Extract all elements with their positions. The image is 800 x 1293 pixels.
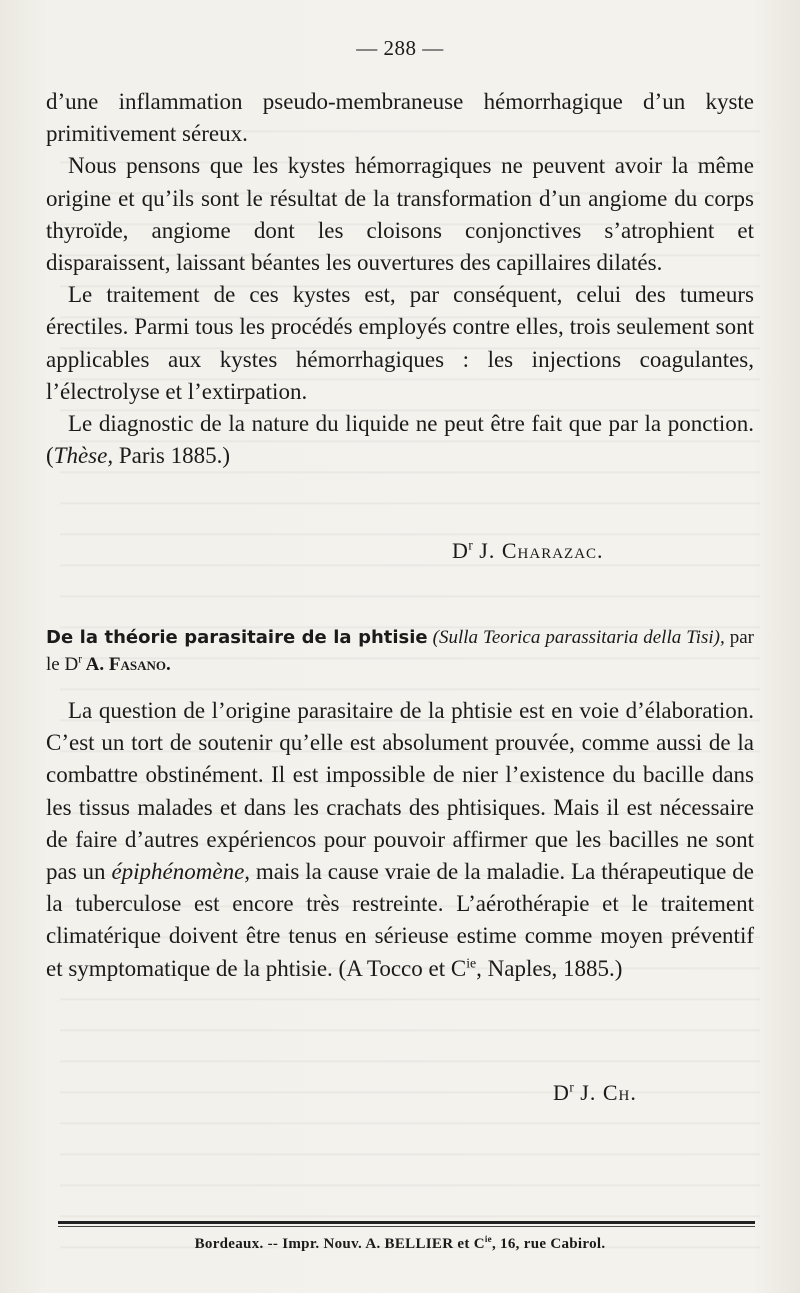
paragraph-4-text: Le diagnostic de la nature du liquide ne peut être fait que par la ponction. ( bbox=[46, 411, 754, 469]
paragraph-4 bbox=[46, 408, 754, 472]
title-author: A. Fasano. bbox=[81, 654, 171, 675]
article-1-body bbox=[46, 86, 754, 472]
signature-charazac: $D^r$ J. Charazac. bbox=[452, 537, 604, 563]
signature-ch: $D^r$ J. Ch. bbox=[553, 1079, 637, 1105]
title-italian: (Sulla Teorica parassitaria della Tisi), bbox=[432, 627, 725, 648]
paragraph-3: Le traitement de ces kystes est, par conséquent, celui des tumeurs érectiles. Parmi tous les procédés employés contre elles, trois seulement sont applicables aux kystes hémorrhagiques : les injections coagulantes, l’électrolyse et l’extirpation. bbox=[46, 282, 754, 404]
paragraph-2: Nous pensons que les kystes hémorragiques ne peuvent avoir la même origine et qu’ils sont le résultat de la transformation d’un angiome du corps thyroïde, angiome dont les cloisons conjonctives s’atrophient et disparaissent, laissant béantes les ouvertures des capillaires dilatés. bbox=[46, 153, 754, 276]
article-2-body bbox=[46, 695, 754, 985]
title-by: par le D bbox=[46, 627, 755, 675]
paragraph-4-end: Paris 1885.) bbox=[113, 443, 231, 469]
page-number: — 288 — bbox=[356, 36, 444, 60]
footer-rule-thick bbox=[58, 1221, 755, 1224]
paragraph-5: La question de l’origine parasitaire de la phtisie est en voie d’élaboration. C’est un tort de soutenir qu’elle est absolument prouvée, comme aussi de la combattre obstinément. Il est impossible de nier l’existence du bacille dans les tissus malades et dans les crachats des phtisiques. Mais il est nécessaire de faire d’autres expériencos pour pouvoir affirmer que les bacilles ne sont pas un épiphénomène, mais la cause vraie de la maladie. La thérapeutique de la tuberculose est encore très restreinte. L’aérothérapie et le traitement climatérique doivent être tenus en sérieuse estime comme moyen préventif et symptomatique de la phtisie. (A Tocco et $C^{ie}$, Naples, 1885.) bbox=[46, 698, 754, 981]
footer-rule-thin bbox=[58, 1226, 755, 1227]
paragraph-1: d’une inflammation pseudo-membraneuse hémorrhagique d’un kyste primitivement séreux. bbox=[46, 89, 754, 147]
printer-imprint: Bordeaux. -- Impr. Nouv. A. BELLIER et $C^{ie}$, 16, rue Cabirol. bbox=[194, 1234, 606, 1252]
title-french: De la théorie parasitaire de la phtisie bbox=[46, 627, 428, 648]
article-2-title: De la théorie parasitaire de la phtisie (Sulla Teorica parassitaria della Tisi), par le $D^r$ A. Fasano. bbox=[46, 627, 755, 675]
italic-epiphenomene: épiphénomène, bbox=[111, 859, 251, 885]
paragraph-4-italic: Thèse, bbox=[53, 443, 114, 469]
